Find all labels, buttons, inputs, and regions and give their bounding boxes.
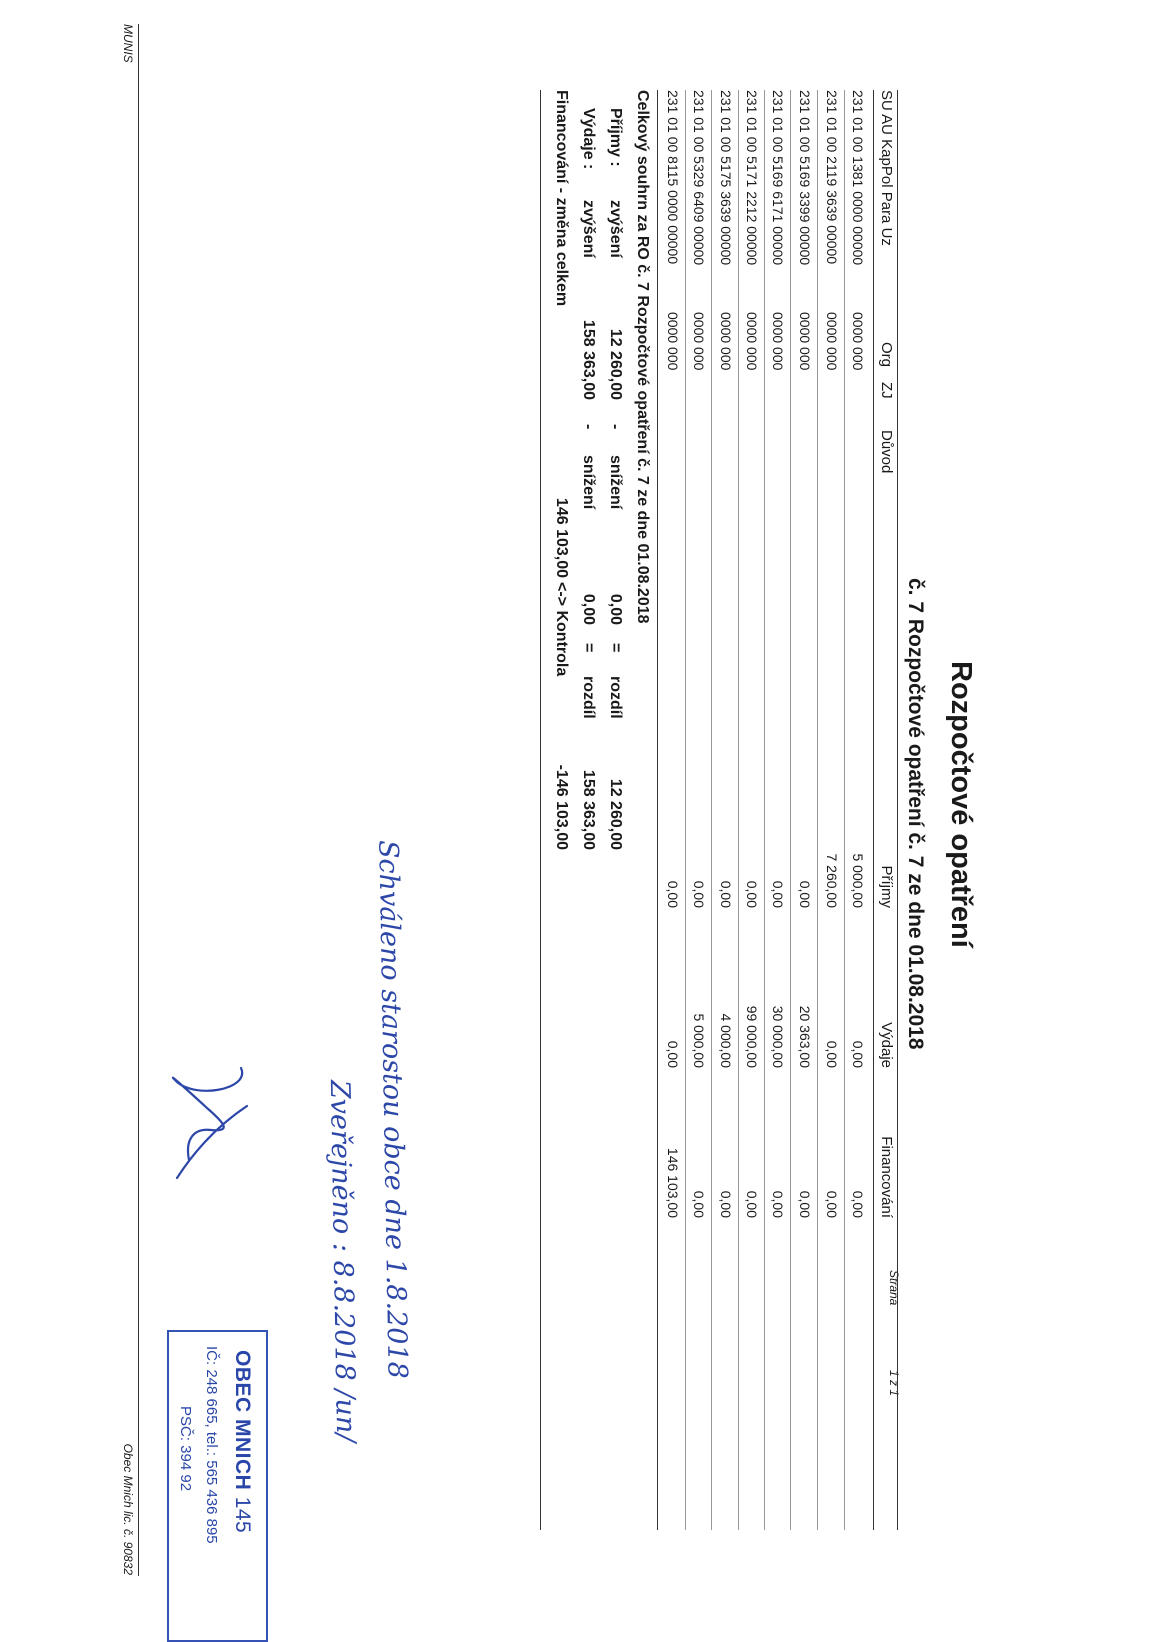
row-prijmy: 5 000,00 (850, 853, 866, 908)
summary-minus: - (607, 424, 624, 430)
footer-rule (138, 24, 139, 1576)
stamp-ids: IČ: 248 665, tel.: 565 436 895 (203, 1346, 220, 1544)
summary-bottom-rule (540, 90, 541, 1530)
row-prijmy: 0,00 (665, 880, 681, 908)
row-vydaje: 4 000,00 (718, 1013, 734, 1068)
row-codes: 231 01 00 2119 3639 00000 (824, 90, 840, 265)
row-rule (685, 90, 686, 1530)
summary-financovani-value: 146 103,00 (553, 497, 570, 578)
summary-snizeni-label: snížení (580, 455, 597, 510)
summary-heading: Celkový souhrn za RO č. 7 Rozpočtové opatření č. 7 ze dne 01.08.2018 (634, 90, 651, 624)
page-title: Rozpočtové opatření (945, 661, 977, 948)
row-zj: 0000 000 (665, 312, 681, 371)
row-codes: 231 01 00 5329 6409 00000 (691, 90, 707, 266)
row-prijmy: 0,00 (744, 880, 760, 908)
header-codes: SU AU KapPol Para Uz (878, 90, 895, 246)
summary-zvyseni-value: 158 363,00 (580, 319, 597, 400)
official-stamp (167, 1330, 268, 1642)
table-top-rule (897, 90, 898, 1530)
row-zj: 0000 000 (691, 312, 707, 371)
row-codes: 231 01 00 5171 2212 00000 (744, 90, 760, 266)
header-vydaje: Výdaje (878, 1022, 895, 1068)
row-prijmy: 0,00 (718, 880, 734, 908)
row-zj: 0000 000 (850, 312, 866, 371)
row-zj: 0000 000 (744, 312, 760, 371)
footer-license: Obec Mnich lic. č. 90832 (121, 1443, 135, 1575)
row-financovani: 146 103,00 (665, 1147, 681, 1218)
summary-snizeni-value: 0,00 (580, 593, 597, 625)
summary-minus: - (580, 424, 597, 430)
row-zj: 0000 000 (797, 312, 813, 371)
row-vydaje: 0,00 (850, 1040, 866, 1068)
header-duvod: Důvod (878, 430, 895, 474)
summary-label: Příjmy : (607, 108, 624, 167)
handwritten-publication-note: Zveřejněno : 8.8.2018 /un/ (323, 1079, 362, 1443)
summary-label: Výdaje : (580, 108, 597, 170)
row-codes: 231 01 00 5169 6171 00000 (770, 90, 786, 266)
row-vydaje: 30 000,00 (770, 1005, 786, 1068)
summary-zvyseni-value: 12 260,00 (607, 328, 624, 400)
row-prijmy: 0,00 (797, 880, 813, 908)
row-zj: 0000 000 (770, 312, 786, 371)
row-rule (790, 90, 791, 1530)
header-financovani: Financování (878, 1136, 895, 1218)
signature-icon (163, 1060, 263, 1190)
header-rule (873, 90, 874, 1530)
page-subtitle: č. 7 Rozpočtové opatření č. 7 ze dne 01.08.2018 (904, 578, 927, 1050)
page-number: 1 z 1 (887, 1370, 901, 1397)
footer-software: MUNIS (121, 24, 135, 63)
summary-kontrola-value: -146 103,00 (553, 764, 570, 850)
row-financovani: 0,00 (691, 1190, 707, 1218)
row-financovani: 0,00 (770, 1190, 786, 1218)
row-rule (738, 90, 739, 1530)
row-vydaje: 0,00 (665, 1040, 681, 1068)
row-prijmy: 0,00 (770, 880, 786, 908)
row-financovani: 0,00 (797, 1190, 813, 1218)
summary-rozdil-value: 12 260,00 (607, 778, 624, 850)
summary-kontrola-label: <-> Kontrola (553, 582, 570, 677)
row-vydaje: 5 000,00 (691, 1013, 707, 1068)
header-org: Org (878, 342, 895, 368)
row-rule (817, 90, 818, 1530)
row-financovani: 0,00 (850, 1190, 866, 1218)
row-financovani: 0,00 (718, 1190, 734, 1218)
summary-zvyseni-label: zvýšení (607, 200, 624, 258)
row-financovani: 0,00 (824, 1190, 840, 1218)
summary-equals: = (580, 643, 597, 653)
row-prijmy: 7 260,00 (824, 853, 840, 908)
row-prijmy: 0,00 (691, 880, 707, 908)
row-codes: 231 01 00 5169 3399 00000 (797, 90, 813, 266)
page-label: Strana (887, 1270, 901, 1306)
stamp-psc: PSČ: 394 92 (177, 1406, 194, 1492)
stamp-name: OBEC MNICH (231, 1350, 254, 1491)
row-rule (764, 90, 765, 1530)
stamp-number: 145 (231, 1496, 254, 1534)
summary-rozdil-label: rozdíl (607, 676, 624, 719)
summary-zvyseni-label: zvýšení (580, 200, 597, 258)
row-financovani: 0,00 (744, 1190, 760, 1218)
row-vydaje: 20 363,00 (797, 1005, 813, 1068)
row-vydaje: 99 000,00 (744, 1005, 760, 1068)
table-bottom-rule (657, 90, 658, 1530)
row-rule (844, 90, 845, 1530)
row-zj: 0000 000 (718, 312, 734, 371)
header-prijmy: Příjmy (878, 865, 895, 908)
summary-financovani-label: Financování - změna celkem (553, 90, 570, 307)
summary-snizeni-label: snížení (607, 455, 624, 510)
summary-equals: = (607, 643, 624, 653)
summary-snizeni-value: 0,00 (607, 593, 624, 625)
summary-rozdil-value: 158 363,00 (580, 769, 597, 850)
row-codes: 231 01 00 1381 0000 00000 (850, 90, 866, 266)
row-codes: 231 01 00 8115 0000 00000 (665, 90, 681, 265)
summary-rozdil-label: rozdíl (580, 676, 597, 719)
row-codes: 231 01 00 5175 3639 00000 (718, 90, 734, 266)
row-rule (711, 90, 712, 1530)
row-zj: 0000 000 (824, 312, 840, 371)
header-zj: ZJ (878, 382, 895, 399)
row-vydaje: 0,00 (824, 1040, 840, 1068)
handwritten-approval-note: Schváleno starostou obce dne 1.8.2018 (372, 839, 413, 1380)
